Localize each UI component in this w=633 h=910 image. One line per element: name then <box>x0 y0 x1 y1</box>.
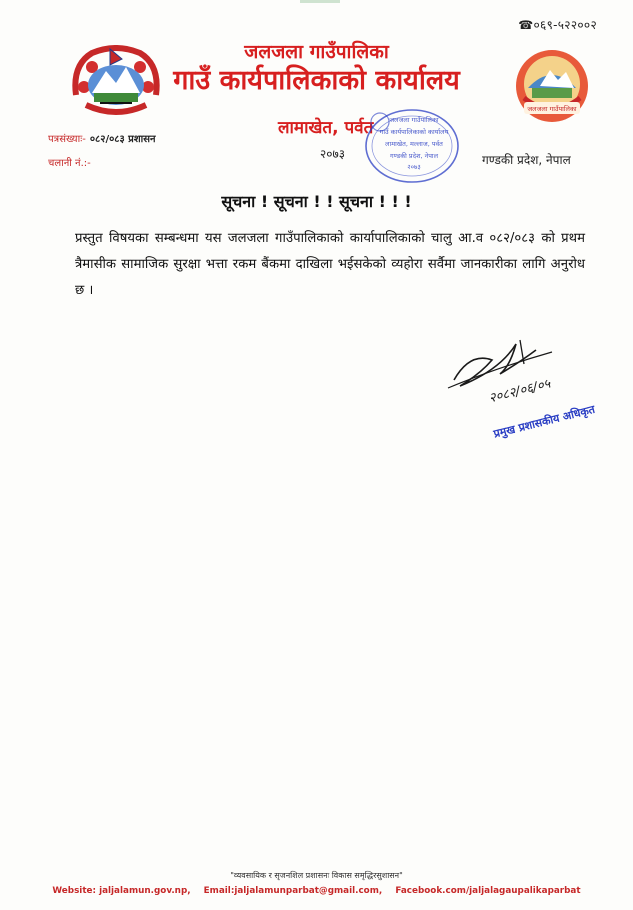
org-name: जलजला गाउँपालिका <box>244 41 389 63</box>
office-name: गाउँ कार्यपालिकाको कार्यालय <box>173 65 460 96</box>
stamp-line-4: गण्डकी प्रदेश, नेपाल <box>389 152 439 160</box>
facebook-link[interactable]: Facebook.com/jaljalagaupalikaparbat <box>395 886 581 896</box>
reference-label: पत्रसंख्याः- <box>48 134 86 145</box>
footer-contacts <box>0 886 633 896</box>
dispatch-number-label: चलानी नं.:- <box>48 158 91 169</box>
phone-number: ☎०६९-५२२००२ <box>518 18 597 32</box>
officer-designation: प्रमुख प्रशासकीय अधिकृत <box>492 402 597 441</box>
stamp-line-5: २०७३ <box>407 163 421 171</box>
stamp-line-1: जलजला गाउँपालिका <box>389 116 439 124</box>
office-address: लामाखेत, पर्वत <box>278 118 374 138</box>
reference-value: ०८२/०८३ प्रशासन <box>89 134 156 145</box>
office-stamp <box>358 98 466 194</box>
reference-number <box>48 131 156 145</box>
footer-slogan: "व्यवसायिक र सृजनशिल प्रशासनः विकास समृद्धिरसुशासन" <box>230 871 403 880</box>
emblem-caption: जलजला गाउँपालिका <box>527 105 577 113</box>
province: गण्डकी प्रदेश, नेपाल <box>482 153 571 167</box>
notice-title: सूचना ! सूचना ! ! सूचना ! ! ! <box>221 192 412 211</box>
signature-date: २०८२/०६/०५ <box>487 376 553 407</box>
notice-body: प्रस्तुत विषयका सम्बन्धमा यस जलजला गाउँपालिकाको कार्यापालिकाको चालु आ.व ०८२/०८३ को प्रथम त्रैमासीक सामाजिक सुरक्षा भत्ता रकम बैंकमा दाखिला भईसकेको व्यहोरा सर्वैमा जानकारीका लागि अनुरोध छ । <box>75 231 585 298</box>
top-edge-mark <box>300 0 340 3</box>
website-link[interactable]: Website: jaljalamun.gov.np, <box>52 886 191 896</box>
stamp-line-3: लामाखेत, मल्लाज, पर्वत <box>385 140 443 148</box>
established-year: २०७३ <box>320 147 345 161</box>
email-link[interactable]: Email:jaljalamunparbat@gmail.com, <box>203 886 383 896</box>
stamp-line-2: गाउँ कार्यपालिकाको कार्यालय <box>379 128 449 136</box>
